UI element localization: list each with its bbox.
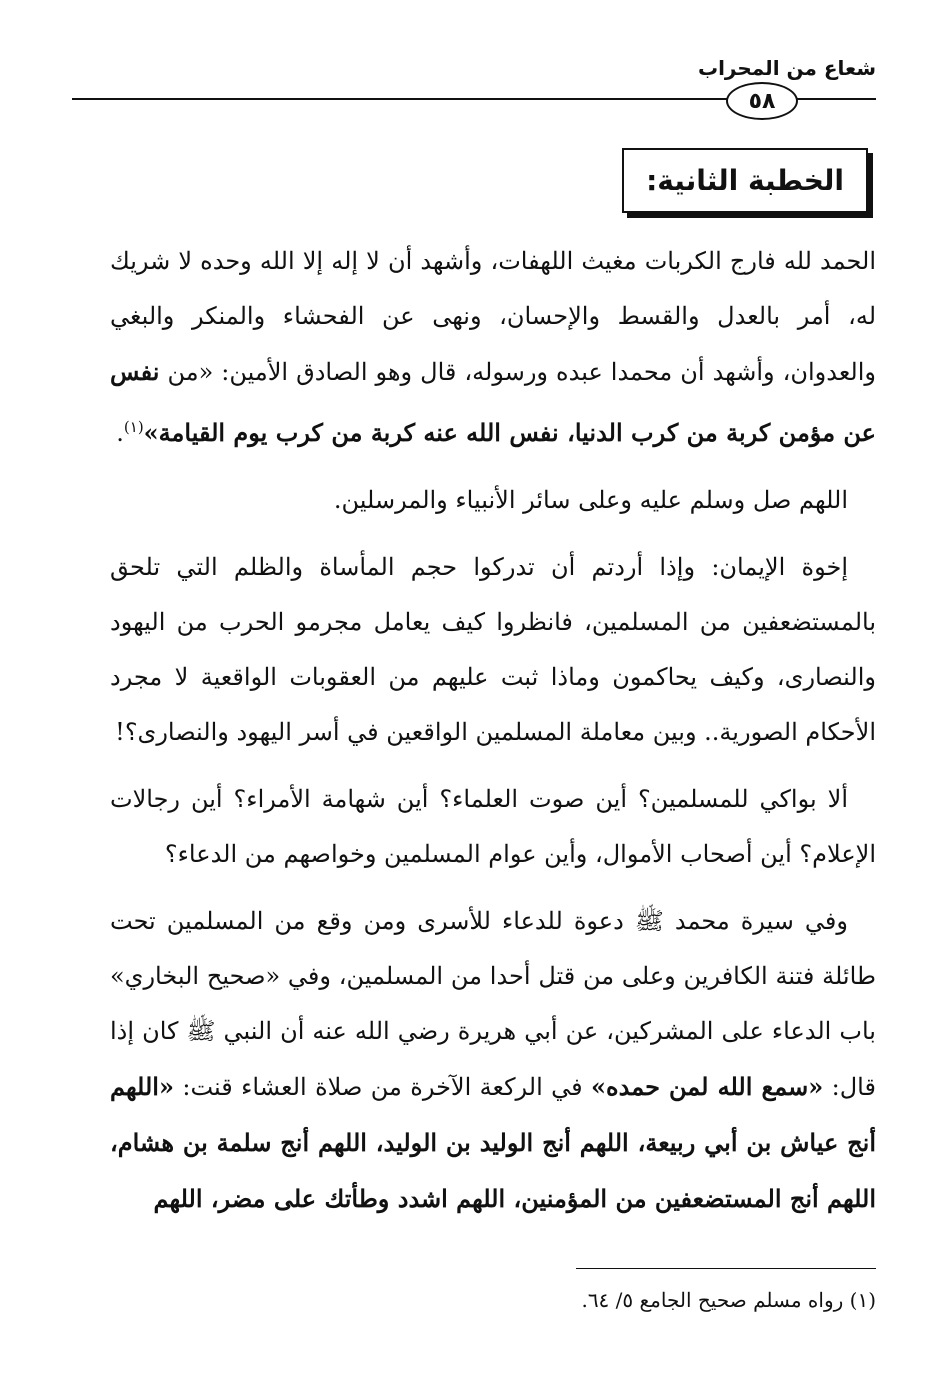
paragraph-5 [110, 894, 876, 1227]
paragraph-1-text: الحمد لله فارج الكربات مغيث اللهفات، وأشهد أن لا إله إلا الله وحده لا شريك له، أمر بالعدل والقسط والإحسان، ونهى عن الفحشاء والمنكر والبغي والعدوان، وأشهد أن محمدا عبده ورسوله، قال وهو الصادق الأمين: «من [110, 247, 876, 386]
dua-quote: «اللهم أنج عياش بن أبي ربيعة، اللهم أنج الوليد بن الوليد، اللهم أنج سلمة بن هشام، اللهم أنج المستضعفين من المؤمنين، اللهم اشدد وطأتك على مضر، اللهم [110, 1072, 876, 1213]
body-text [110, 234, 876, 1239]
section-title: الخطبة الثانية: [622, 148, 868, 213]
paragraph-5-mid: في الركعة الآخرة من صلاة العشاء قنت: [182, 1073, 583, 1101]
footnote: (١) رواه مسلم صحيح الجامع ٥/ ٦٤. [581, 1288, 876, 1312]
footnote-rule [576, 1268, 876, 1269]
book-title: شعاع من المحراب [697, 56, 876, 80]
paragraph-1-end: . [116, 419, 124, 447]
footnote-ref: (١) [123, 418, 144, 436]
quote-sami-allah: «سمع الله لمن حمده» [591, 1072, 824, 1101]
page-number: ٥٨ [726, 82, 798, 120]
paragraph-3: إخوة الإيمان: وإذا أردتم أن تدركوا حجم المأساة والظلم التي تلحق بالمستضعفين من المسلمين، فانظروا كيف يعامل مجرمو الحرب من اليهود والنصارى، وكيف يحاكمون وماذا ثبت عليهم من العقوبات الواقعية لا مجرد الأحكام الصورية.. وبين معاملة المسلمين الواقعين في أسر اليهود والنصارى؟! [110, 553, 876, 746]
hadith-quote: نفس عن مؤمن كربة من كرب الدنيا، نفس الله عنه كربة من كرب يوم القيامة» [110, 357, 876, 447]
paragraph-1 [110, 234, 876, 461]
paragraph-5-text: وفي سيرة محمد ﷺ دعوة للدعاء للأسرى ومن وقع من المسلمين تحت طائلة فتنة الكافرين وعلى من قتل أحدا من المسلمين، وفي «صحيح البخاري» باب الدعاء على المشركين، عن أبي هريرة رضي الله عنه أن النبي ﷺ كان إذا قال: [110, 907, 876, 1101]
paragraph-4: ألا بواكي للمسلمين؟ أين صوت العلماء؟ أين شهامة الأمراء؟ أين رجالات الإعلام؟ أين أصحاب الأموال، وأين عوام المسلمين وخواصهم من الدعاء؟ [110, 785, 876, 868]
paragraph-2: اللهم صل وسلم عليه وعلى سائر الأنبياء والمرسلين. [333, 486, 848, 514]
